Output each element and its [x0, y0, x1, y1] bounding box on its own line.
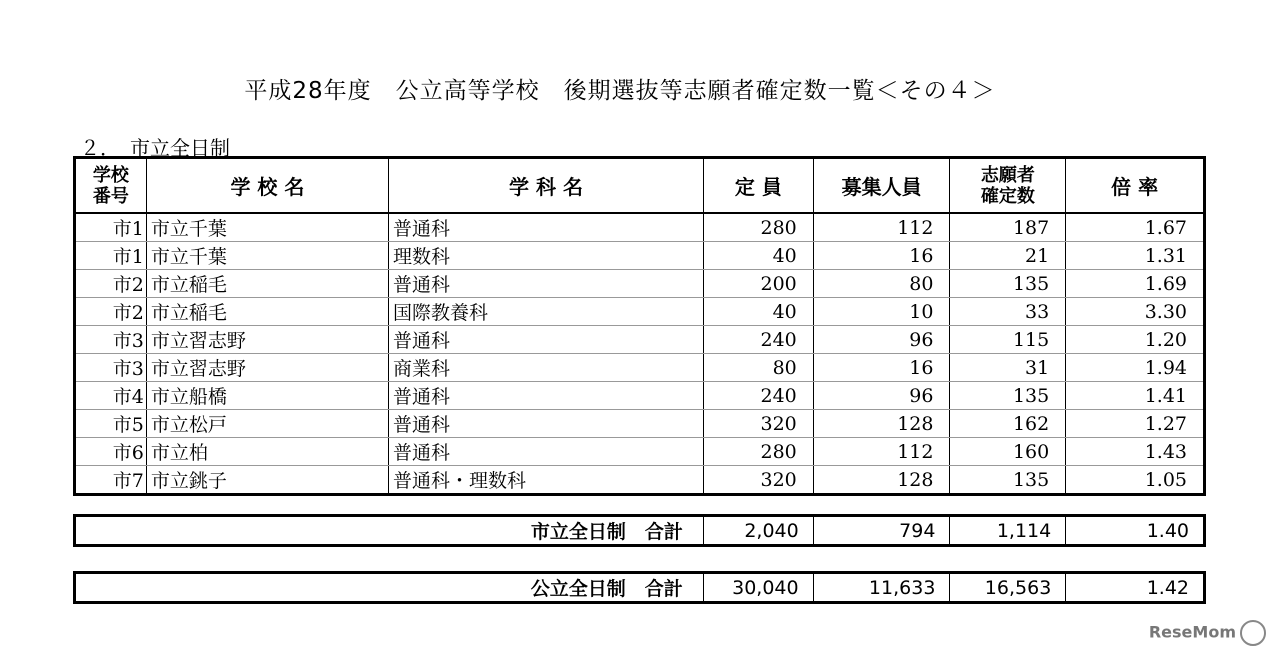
header-applicants-line1: 志願者: [980, 164, 1035, 186]
applicants-table: [73, 156, 1206, 496]
school-code-cell: 市7: [75, 466, 147, 495]
applicants-cell: 21: [950, 242, 1066, 270]
recruitment-cell: 16: [813, 354, 950, 382]
total-label: 市立全日制 合計: [530, 521, 683, 543]
department-cell: 普通科・理数科: [389, 466, 704, 495]
department-cell: 国際教養科: [389, 298, 704, 326]
recruitment-cell: 96: [813, 382, 950, 410]
school-name-cell: 市立千葉: [146, 213, 388, 242]
school-code-cell: 市2: [75, 270, 147, 298]
school-name-cell: 市立松戸: [146, 410, 388, 438]
capacity-cell: 200: [703, 270, 813, 298]
table-row: [75, 466, 1205, 495]
recruitment-cell: 112: [813, 438, 950, 466]
applicants-cell: 135: [950, 466, 1066, 495]
department-cell: 普通科: [389, 213, 704, 242]
applicants-cell: 187: [950, 213, 1066, 242]
total-capacity: 30,040: [703, 573, 813, 603]
applicants-cell: 115: [950, 326, 1066, 354]
table-row: [75, 326, 1205, 354]
school-name-cell: 市立柏: [146, 438, 388, 466]
applicants-cell: 135: [950, 382, 1066, 410]
logo-text: ReseMom: [1148, 622, 1236, 642]
header-applicants-line2: 確定数: [980, 185, 1035, 207]
department-cell: 普通科: [389, 326, 704, 354]
department-cell: 普通科: [389, 410, 704, 438]
applicants-cell: 160: [950, 438, 1066, 466]
ratio-cell: 1.67: [1066, 213, 1205, 242]
school-code-cell: 市6: [75, 438, 147, 466]
applicants-cell: 33: [950, 298, 1066, 326]
ratio-cell: 1.20: [1066, 326, 1205, 354]
applicants-cell: 162: [950, 410, 1066, 438]
capacity-cell: 80: [703, 354, 813, 382]
department-cell: 理数科: [389, 242, 704, 270]
total-row: [75, 516, 1205, 546]
capacity-cell: 40: [703, 242, 813, 270]
capacity-cell: 240: [703, 382, 813, 410]
total-row: [75, 573, 1205, 603]
ratio-cell: 1.69: [1066, 270, 1205, 298]
capacity-cell: 320: [703, 410, 813, 438]
header-school-name: 学 校 名: [146, 158, 388, 214]
school-code-cell: 市3: [75, 326, 147, 354]
public-total-table: [73, 571, 1206, 604]
school-name-cell: 市立習志野: [146, 326, 388, 354]
city-total-table: [73, 514, 1206, 547]
school-name-cell: 市立稲毛: [146, 270, 388, 298]
recruitment-cell: 80: [813, 270, 950, 298]
resemom-logo: [1149, 620, 1266, 646]
school-code-cell: 市3: [75, 354, 147, 382]
school-code-cell: 市4: [75, 382, 147, 410]
table-row: [75, 270, 1205, 298]
ratio-cell: 1.05: [1066, 466, 1205, 495]
table-row: [75, 213, 1205, 242]
school-name-cell: 市立銚子: [146, 466, 388, 495]
school-name-cell: 市立習志野: [146, 354, 388, 382]
school-code-cell: 市2: [75, 298, 147, 326]
school-name-cell: 市立船橋: [146, 382, 388, 410]
page-title: 平成28年度 公立高等学校 後期選抜等志願者確定数一覧＜その４＞: [244, 78, 996, 104]
table-row: [75, 298, 1205, 326]
school-code-cell: 市5: [75, 410, 147, 438]
department-cell: 普通科: [389, 438, 704, 466]
ratio-cell: 1.43: [1066, 438, 1205, 466]
table-body: [75, 213, 1205, 495]
table-row: [75, 382, 1205, 410]
table-row: [75, 410, 1205, 438]
total-ratio: 1.40: [1066, 516, 1205, 546]
ratio-cell: 1.27: [1066, 410, 1205, 438]
recruitment-cell: 112: [813, 213, 950, 242]
header-recruitment: 募集人員: [813, 158, 950, 214]
recruitment-cell: 16: [813, 242, 950, 270]
applicants-cell: 135: [950, 270, 1066, 298]
table-row: [75, 438, 1205, 466]
total-applicants: 16,563: [950, 573, 1066, 603]
ratio-cell: 1.94: [1066, 354, 1205, 382]
table-header-row: [75, 158, 1205, 214]
section-heading: ２． 市立全日制: [80, 136, 230, 160]
school-code-cell: 市1: [75, 213, 147, 242]
school-name-cell: 市立千葉: [146, 242, 388, 270]
school-code-cell: 市1: [75, 242, 147, 270]
total-recruitment: 794: [813, 516, 950, 546]
total-applicants: 1,114: [950, 516, 1066, 546]
capacity-cell: 320: [703, 466, 813, 495]
recruitment-cell: 128: [813, 466, 950, 495]
header-school-code-line2: 番号: [92, 185, 129, 207]
table-row: [75, 242, 1205, 270]
capacity-cell: 280: [703, 213, 813, 242]
total-ratio: 1.42: [1066, 573, 1205, 603]
department-cell: 普通科: [389, 382, 704, 410]
total-recruitment: 11,633: [813, 573, 950, 603]
recruitment-cell: 10: [813, 298, 950, 326]
table-row: [75, 354, 1205, 382]
department-cell: 商業科: [389, 354, 704, 382]
ratio-cell: 1.41: [1066, 382, 1205, 410]
recruitment-cell: 128: [813, 410, 950, 438]
logo-mark-icon: [1240, 620, 1266, 646]
total-label: 公立全日制 合計: [530, 578, 683, 600]
header-school-code: [75, 158, 147, 214]
header-school-code-line1: 学校: [92, 164, 129, 186]
recruitment-cell: 96: [813, 326, 950, 354]
total-capacity: 2,040: [703, 516, 813, 546]
ratio-cell: 1.31: [1066, 242, 1205, 270]
header-department: 学 科 名: [389, 158, 704, 214]
school-name-cell: 市立稲毛: [146, 298, 388, 326]
header-applicants: [950, 158, 1066, 214]
header-capacity: 定 員: [703, 158, 813, 214]
capacity-cell: 40: [703, 298, 813, 326]
capacity-cell: 280: [703, 438, 813, 466]
capacity-cell: 240: [703, 326, 813, 354]
ratio-cell: 3.30: [1066, 298, 1205, 326]
header-ratio: 倍 率: [1066, 158, 1205, 214]
department-cell: 普通科: [389, 270, 704, 298]
applicants-cell: 31: [950, 354, 1066, 382]
